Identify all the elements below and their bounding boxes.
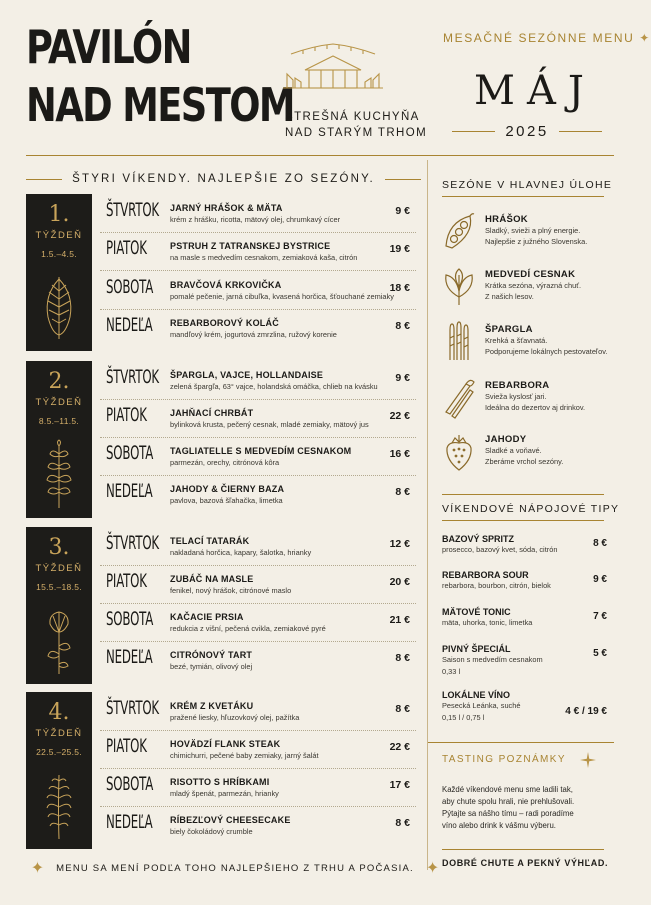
season-description bbox=[485, 446, 563, 467]
closing-message: DOBRÉ CHUTE A PEKNÝ VÝHĽAD. bbox=[442, 858, 609, 868]
dish-name: KRÉM Z KVETÁKU bbox=[170, 701, 254, 711]
season-desc-line: Sladký, svieži a plný energie. bbox=[485, 226, 581, 235]
menu-item-row bbox=[100, 733, 416, 769]
season-name: MEDVEDÍ CESNAK bbox=[485, 269, 576, 280]
day-label: NEDEĽA bbox=[106, 480, 153, 502]
asparagus-icon bbox=[442, 322, 476, 362]
drink-name: BAZOVÝ SPRITZ bbox=[442, 534, 515, 544]
season-description bbox=[485, 392, 585, 413]
leaf-icon bbox=[42, 273, 76, 343]
dish-description: mladý špenát, parmezán, hrianky bbox=[170, 789, 279, 798]
dish-name: JAHODY & ČIERNY BAZA bbox=[170, 484, 285, 494]
week-number: 1. bbox=[48, 202, 70, 227]
drink-name: LOKÁLNE VÍNO bbox=[442, 690, 511, 700]
season-desc-line: Z našich lesov. bbox=[485, 291, 534, 301]
drink-name: MÄTOVÉ TONIC bbox=[442, 607, 511, 617]
dish-price: 22 € bbox=[389, 410, 410, 422]
menu-item-row bbox=[100, 235, 416, 271]
week-1-block bbox=[26, 194, 92, 351]
menu-item-row bbox=[100, 568, 416, 604]
week-number: 2. bbox=[48, 369, 70, 394]
drinks-section-rule-top bbox=[442, 494, 604, 495]
dish-price: 19 € bbox=[389, 243, 410, 255]
season-item bbox=[442, 212, 612, 262]
pea-pod-icon bbox=[442, 212, 476, 252]
day-label: PIATOK bbox=[106, 404, 147, 426]
day-label: NEDEĽA bbox=[106, 811, 153, 833]
day-label: NEDEĽA bbox=[106, 314, 153, 336]
dish-description: krém z hrášku, ricotta, mätový olej, chrumkavý cícer bbox=[170, 215, 341, 224]
drink-name: REBARBORA SOUR bbox=[442, 570, 529, 580]
drink-price: 5 € bbox=[593, 648, 607, 659]
menu-item-row bbox=[100, 440, 416, 476]
dish-name: RÍBEZĽOVÝ CHEESECAKE bbox=[170, 815, 291, 825]
menu-item-row bbox=[100, 771, 416, 807]
day-label: PIATOK bbox=[106, 237, 147, 259]
fern-icon bbox=[42, 771, 76, 841]
tasting-notes bbox=[442, 784, 607, 832]
dish-name: TELACÍ TATARÁK bbox=[170, 536, 250, 546]
seasonal-menu-text: MESAČNÉ SEZÓNNE MENU bbox=[443, 31, 635, 45]
menu-item-row bbox=[100, 530, 416, 566]
season-description bbox=[485, 226, 587, 247]
dish-description: redukcia z višní, pečená cvikla, zemiakové pyré bbox=[170, 624, 326, 633]
dish-name: REBARBOROVÝ KOLÁČ bbox=[170, 318, 279, 328]
dish-price: 9 € bbox=[395, 205, 410, 217]
season-name: JAHODY bbox=[485, 434, 527, 445]
dish-name: PSTRUH Z TATRANSKEJ BYSTRICE bbox=[170, 241, 331, 251]
drink-description: mäta, uhorka, tonic, limetka bbox=[442, 618, 533, 627]
dish-name: CITRÓNOVÝ TART bbox=[170, 650, 253, 660]
seasonal-section-rule bbox=[442, 196, 604, 197]
drink-description: Pesecká Leánka, suché bbox=[442, 701, 521, 710]
dish-price: 8 € bbox=[395, 486, 410, 498]
month-title: MÁJ bbox=[474, 68, 596, 114]
tasting-line: Každé víkendové menu sme ladili tak, bbox=[442, 785, 573, 794]
week-label: TÝŽDEŇ bbox=[35, 563, 83, 574]
pavilion-icon bbox=[283, 40, 383, 92]
day-label: NEDEĽA bbox=[106, 646, 153, 668]
dish-price: 16 € bbox=[389, 448, 410, 460]
drink-item bbox=[442, 570, 607, 592]
season-item bbox=[442, 267, 612, 317]
menu-item-row bbox=[100, 402, 416, 438]
drink-price: 8 € bbox=[593, 538, 607, 549]
drink-item bbox=[442, 607, 607, 629]
season-desc-line: Krehká a šťavnatá. bbox=[485, 336, 548, 345]
dish-price: 21 € bbox=[389, 614, 410, 626]
seasonal-section-title: SEZÓNE V HLAVNEJ ÚLOHE bbox=[442, 179, 613, 191]
year-rule-right bbox=[559, 131, 602, 132]
season-desc-line: Podporujeme lokálnych pestovateľov. bbox=[485, 346, 608, 356]
day-label: PIATOK bbox=[106, 570, 147, 592]
season-name: ŠPARGLA bbox=[485, 324, 533, 335]
sparkle-icon: ✦ bbox=[639, 31, 651, 45]
dish-price: 12 € bbox=[389, 538, 410, 550]
dish-name: ŠPARGLA, VAJCE, HOLLANDAISE bbox=[170, 370, 324, 380]
brand-line-2: NAD MESTOM bbox=[26, 78, 294, 132]
season-desc-line: Najlepšie z južného Slovenska. bbox=[485, 236, 588, 246]
tasting-line: víno alebo drink k vášmu výberu. bbox=[442, 821, 556, 830]
tasting-title: TASTING POZNÁMKY bbox=[442, 754, 566, 765]
day-label: SOBOTA bbox=[106, 442, 154, 464]
week-label: TÝŽDEŇ bbox=[35, 728, 83, 739]
brand-line-1: PAVILÓN bbox=[26, 20, 191, 74]
dish-name: ZUBÁČ NA MASLE bbox=[170, 574, 254, 584]
herb-sprig-icon bbox=[42, 440, 76, 510]
dish-price: 9 € bbox=[395, 372, 410, 384]
year-rule-left bbox=[452, 131, 495, 132]
drink-name: PIVNÝ ŠPECIÁL bbox=[442, 644, 511, 654]
subtitle-line-2: NAD STARÝM TRHOM bbox=[285, 127, 428, 139]
season-desc-line: Zberáme vrchol sezóny. bbox=[485, 456, 564, 466]
week-number: 4. bbox=[48, 700, 70, 725]
dish-price: 22 € bbox=[389, 741, 410, 753]
menu-item-row bbox=[100, 809, 416, 845]
menu-tagline: ŠTYRI VÍKENDY. NAJLEPŠIE ZO SEZÓNY. bbox=[72, 173, 375, 185]
day-label: PIATOK bbox=[106, 735, 147, 757]
restaurant-subtitle bbox=[285, 109, 427, 141]
dish-name: JAHŇACÍ CHRBÁT bbox=[170, 408, 254, 418]
day-label: ŠTVRTOK bbox=[106, 199, 159, 221]
dish-description: pavlova, bazová šľahačka, limetka bbox=[170, 496, 283, 505]
tasting-section-rule bbox=[428, 742, 614, 743]
dish-price: 8 € bbox=[395, 652, 410, 664]
dish-description: mandľový krém, jogurtová zmrzlina, ružový korenie bbox=[170, 330, 337, 339]
day-label: SOBOTA bbox=[106, 608, 154, 630]
menu-item-row bbox=[100, 606, 416, 642]
week-label: TÝŽDEŇ bbox=[35, 397, 83, 408]
drink-item bbox=[442, 534, 607, 556]
week-3-block bbox=[26, 527, 92, 684]
dish-name: RISOTTO S HRÍBKAMI bbox=[170, 777, 270, 787]
year-label: 2025 bbox=[505, 122, 549, 140]
closing-rule bbox=[442, 849, 604, 850]
dish-price: 20 € bbox=[389, 576, 410, 588]
seasonal-menu-label bbox=[443, 31, 651, 45]
week-label: TÝŽDEŇ bbox=[35, 230, 83, 241]
week-4-block bbox=[26, 692, 92, 849]
week-2-block bbox=[26, 361, 92, 518]
dish-name: KAČACIE PRSIA bbox=[170, 612, 244, 622]
dish-description: pomalé pečenie, jarná cibuľka, kvasená horčica, šťouchané zemiaky bbox=[170, 292, 394, 301]
week-dates: 15.5.–18.5. bbox=[36, 582, 82, 592]
week-dates: 8.5.–11.5. bbox=[38, 416, 80, 426]
flower-icon bbox=[42, 606, 76, 676]
drink-price: 9 € bbox=[593, 574, 607, 585]
dish-description: pražené liesky, hľuzovkový olej, pažítka bbox=[170, 713, 300, 722]
menu-item-row bbox=[100, 644, 416, 680]
day-label: ŠTVRTOK bbox=[106, 697, 159, 719]
tasting-title-row bbox=[428, 752, 614, 768]
drink-item bbox=[442, 690, 607, 723]
dish-description: zelená špargľa, 63° vajce, holandská omáčka, chlieb na kvásku bbox=[170, 382, 378, 391]
drinks-section-rule bbox=[442, 520, 604, 521]
drink-price: 7 € bbox=[593, 611, 607, 622]
drink-item bbox=[442, 644, 607, 677]
dish-name: JARNÝ HRÁŠOK & MÄTA bbox=[170, 203, 283, 213]
sparkle-icon: ✦ bbox=[425, 860, 440, 877]
dish-name: TAGLIATELLE S MEDVEDÍM CESNAKOM bbox=[170, 446, 352, 456]
drink-description: rebarbora, bourbon, citrón, bielok bbox=[442, 581, 551, 590]
tagline-rule-right bbox=[385, 179, 421, 180]
season-item bbox=[442, 322, 612, 372]
drink-description: Saison s medvedím cesnakom bbox=[442, 655, 543, 664]
dish-description: parmezán, orechy, citrónová kôra bbox=[170, 458, 280, 467]
drinks-section-title: VÍKENDOVÉ NÁPOJOVÉ TIPY bbox=[442, 503, 620, 515]
dish-name: BRAVČOVÁ KRKOVIČKA bbox=[170, 280, 282, 290]
strawberry-icon bbox=[442, 432, 476, 472]
year-row bbox=[452, 121, 602, 141]
dish-price: 17 € bbox=[389, 779, 410, 791]
menu-item-row bbox=[100, 695, 416, 731]
dish-description: na masle s medvedím cesnakom, zemiaková kaša, citrón bbox=[170, 253, 358, 262]
dish-description: nakladaná horčica, kapary, šalotka, hrianky bbox=[170, 548, 312, 557]
season-desc-line: Krátka sezóna, výrazná chuť. bbox=[485, 281, 582, 290]
season-item bbox=[442, 378, 612, 428]
week-dates: 22.5.–25.5. bbox=[36, 747, 82, 757]
dish-price: 18 € bbox=[389, 282, 410, 294]
subtitle-line-1: STREŠNÁ KUCHYŇA bbox=[285, 111, 420, 123]
rhubarb-icon bbox=[442, 378, 476, 418]
day-label: ŠTVRTOK bbox=[106, 532, 159, 554]
season-name: REBARBORA bbox=[485, 380, 550, 391]
dish-price: 8 € bbox=[395, 320, 410, 332]
footer-note: MENU SA MENÍ PODĽA TOHO NAJLEPŠIEHO Z TRHU A POČASIA. bbox=[56, 862, 414, 874]
sparkle-icon: ✦ bbox=[30, 860, 45, 877]
drink-price: 4 € / 19 € bbox=[565, 706, 607, 717]
day-label: SOBOTA bbox=[106, 276, 154, 298]
season-desc-line: Sladké a voňavé. bbox=[485, 446, 542, 455]
drink-volume: 0,33 l bbox=[442, 666, 461, 676]
header-divider bbox=[26, 155, 614, 156]
tasting-line: Pýtajte sa nášho tímu – radi poradíme bbox=[442, 809, 574, 818]
dish-name: HOVÄDZÍ FLANK STEAK bbox=[170, 739, 281, 749]
drink-volume: 0,15 l / 0,75 l bbox=[442, 712, 485, 722]
dish-description: chimichurri, pečené baby zemiaky, jarný šalát bbox=[170, 751, 319, 760]
dish-price: 8 € bbox=[395, 703, 410, 715]
season-item bbox=[442, 432, 612, 482]
menu-item-row bbox=[100, 312, 416, 348]
tasting-line: aby chute spolu hrali, nie prehlušovali. bbox=[442, 797, 575, 806]
dish-description: bylinková krusta, pečený cesnak, mladé zemiaky, mätový jus bbox=[170, 420, 369, 429]
dish-description: biely čokoládový crumble bbox=[170, 827, 253, 836]
dish-description: bezé, tymián, olivový olej bbox=[170, 662, 253, 671]
menu-item-row bbox=[100, 364, 416, 400]
week-number: 3. bbox=[48, 535, 70, 560]
menu-item-row bbox=[100, 197, 416, 233]
menu-item-row bbox=[100, 478, 416, 514]
dish-price: 8 € bbox=[395, 817, 410, 829]
day-label: SOBOTA bbox=[106, 773, 154, 795]
season-desc-line: Ideálna do dezertov aj drinkov. bbox=[485, 402, 586, 412]
menu-item-row bbox=[100, 274, 416, 310]
season-description bbox=[485, 281, 581, 302]
wild-garlic-leaf-icon bbox=[442, 267, 476, 307]
season-desc-line: Svieža kyslosť jari. bbox=[485, 392, 547, 401]
tagline-row bbox=[26, 170, 421, 188]
dish-description: fenikel, nový hrášok, citrónové maslo bbox=[170, 586, 292, 595]
week-dates: 1.5.–4.5. bbox=[41, 249, 77, 259]
season-name: HRÁŠOK bbox=[485, 214, 528, 225]
menu-footer bbox=[30, 860, 440, 877]
season-description bbox=[485, 336, 607, 357]
tagline-rule-left bbox=[26, 179, 62, 180]
sparkle-icon bbox=[580, 752, 596, 768]
day-label: ŠTVRTOK bbox=[106, 366, 159, 388]
drink-description: prosecco, bazový kvet, sóda, citrón bbox=[442, 545, 558, 554]
